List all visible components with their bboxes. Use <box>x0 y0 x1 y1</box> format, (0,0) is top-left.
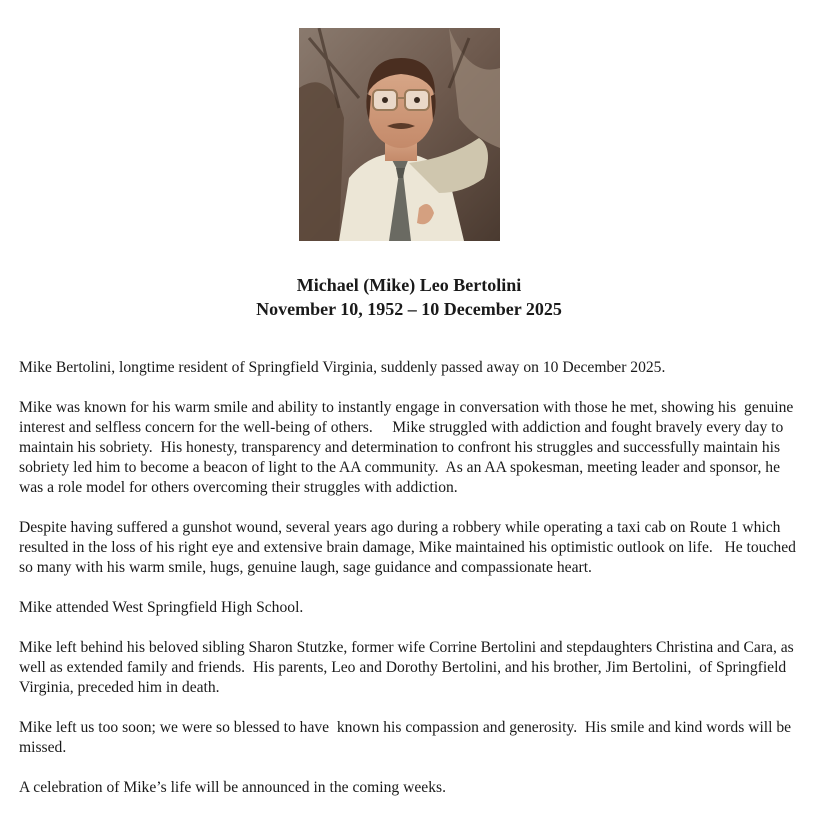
portrait-photo <box>299 28 500 241</box>
paragraph-family: Mike left behind his beloved sibling Sharon Stutzke, former wife Corrine Bertolini and stepdaughters Christina and Cara, as well as extended family and friends. His parents, Leo and Dorothy Bertolini, and his brother, Jim Bertolini, of Springfield Virginia, preceded him in death. <box>19 639 798 696</box>
life-dates: November 10, 1952 – 10 December 2025 <box>256 299 562 319</box>
obituary-body <box>19 358 799 818</box>
paragraph-celebration: A celebration of Mike’s life will be announced in the coming weeks. <box>19 779 446 796</box>
deceased-name: Michael (Mike) Leo Bertolini <box>296 275 522 295</box>
obituary-heading <box>0 273 818 321</box>
paragraph-announcement: Mike Bertolini, longtime resident of Springfield Virginia, suddenly passed away on 10 December 2025. <box>19 359 666 376</box>
paragraph-farewell: Mike left us too soon; we were so blessed to have known his compassion and generosity. His smile and kind words will be missed. <box>19 719 795 756</box>
paragraph-character: Mike was known for his warm smile and ability to instantly engage in conversation with those he met, showing his genuine interest and selfless concern for the well-being of others. Mike struggled with addiction and fought bravely every day to maintain his sobriety. His honesty, transparency and determination to confront his struggles and successfully maintain his sobriety led him to become a beacon of light to the AA community. As an AA spokesman, meeting leader and sponsor, he was a role model for others overcoming their struggles with addiction. <box>19 399 798 496</box>
paragraph-resilience: Despite having suffered a gunshot wound, several years ago during a robbery while operating a taxi cab on Route 1 which resulted in the loss of his right eye and extensive brain damage, Mike maintained his optimistic outlook on life. He touched so many with his warm smile, hugs, genuine laugh, sage guidance and compassionate heart. <box>19 519 800 576</box>
paragraph-education: Mike attended West Springfield High School. <box>19 599 304 616</box>
